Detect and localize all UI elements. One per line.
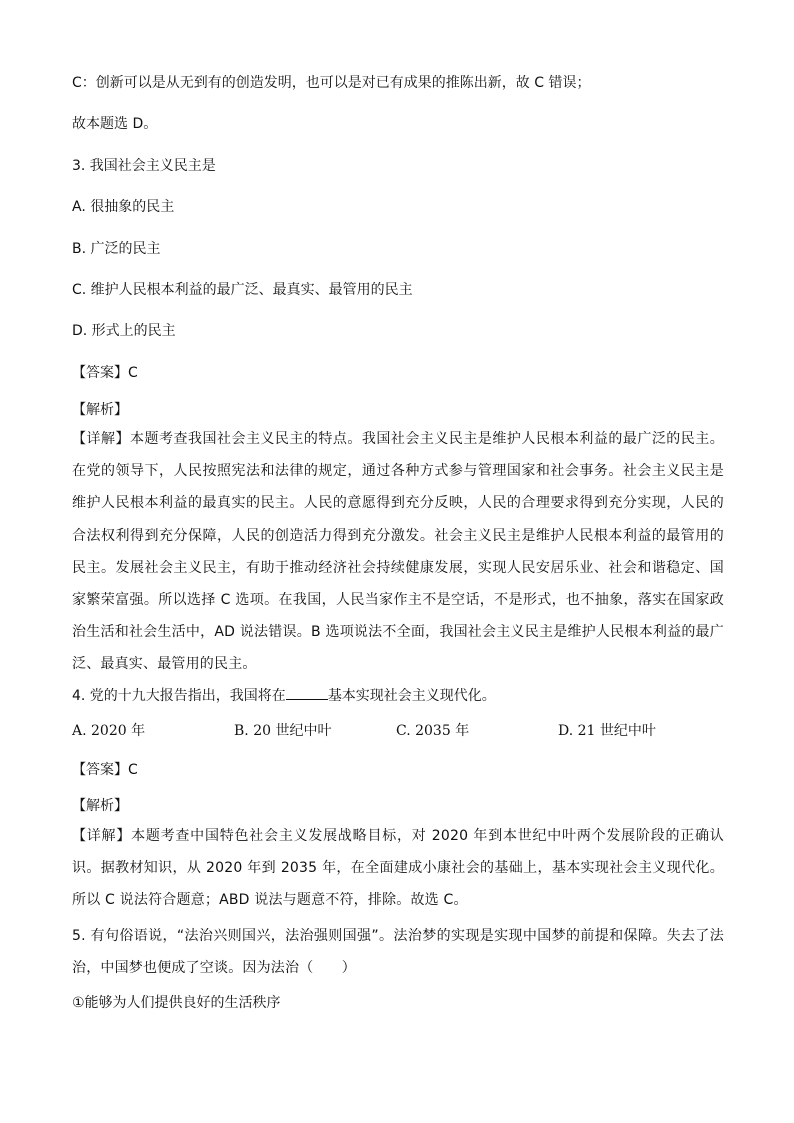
question-3-option-a: A. 很抽象的民主 [72,199,175,215]
answer-blank [286,686,328,700]
question-4-option-b: B. 20 世纪中叶 [234,723,332,739]
question-3-option-d: D. 形式上的民主 [72,323,176,339]
question-3-analysis-label: 【解析】 [72,402,128,418]
question-4-option-d: D. 21 世纪中叶 [558,723,656,739]
conclusion-choose-d: 故本题选 D。 [72,116,158,132]
question-4-answer: 【答案】C [72,762,138,778]
question-4-stem [72,686,496,705]
question-5-item-1: ①能够为人们提供良好的生活秩序 [72,995,281,1011]
question-4-stem-before: 4. 党的十九大报告指出，我国将在 [72,688,286,704]
question-5-stem: 5. 有句俗语说，“法治兴则国兴，法治强则国强”。法治梦的实现是实现中国梦的前提和保障。失去了法治，中国梦也便成了空谈。因为法治（ ） [72,928,724,977]
question-3-stem: 3. 我国社会主义民主是 [72,158,216,174]
question-3-answer: 【答案】C [72,365,138,381]
question-3-detail: 【详解】本题考查我国社会主义民主的特点。我国社会主义民主是维护人民根本利益的最广泛的民主。在党的领导下，人民按照宪法和法律的规定，通过各种方式参与管理国家和社会事务。社会主义民主是维护人民根本利益的最真实的民主。人民的意愿得到充分反映，人民的合理要求得到充分实现，人民的合法权利得到充分保障，人民的创造活力得到充分激发。社会主义民主是维护人民根本利益的最管用的民主。发展社会主义民主，有助于推动经济社会持续健康发展，实现人民安居乐业、社会和谐稳定、国家繁荣富强。所以选择 C 选项。在我国，人民当家作主不是空话，不是形式，也不抽象，落实在国家政治生活和社会生活中，AD 说法错误。B 选项说法不全面，我国社会主义民主是维护人民根本利益的最广泛、最真实、最管用的民主。 [72,431,724,673]
question-3-option-c: C. 维护人民根本利益的最广泛、最真实、最管用的民主 [72,282,413,298]
question-4-detail: 【详解】本题考查中国特色社会主义发展战略目标，对 2020 年到本世纪中叶两个发展阶段的正确认识。据教材知识，从 2020 年到 2035 年，在全面建成小康社会的基础上，基本实现社会主义现代化。所以 C 说法符合题意；ABD 说法与题意不符，排除。故选 C。 [72,828,724,909]
question-3-option-b: B. 广泛的民主 [72,241,161,257]
question-4-stem-after: 基本实现社会主义现代化。 [327,688,496,704]
analysis-option-c: C：创新可以是从无到有的创造发明，也可以是对已有成果的推陈出新，故 C 错误； [72,75,591,91]
question-4-analysis-label: 【解析】 [72,798,128,814]
question-4-option-a: A. 2020 年 [72,723,146,739]
question-4-option-c: C. 2035 年 [396,723,470,739]
